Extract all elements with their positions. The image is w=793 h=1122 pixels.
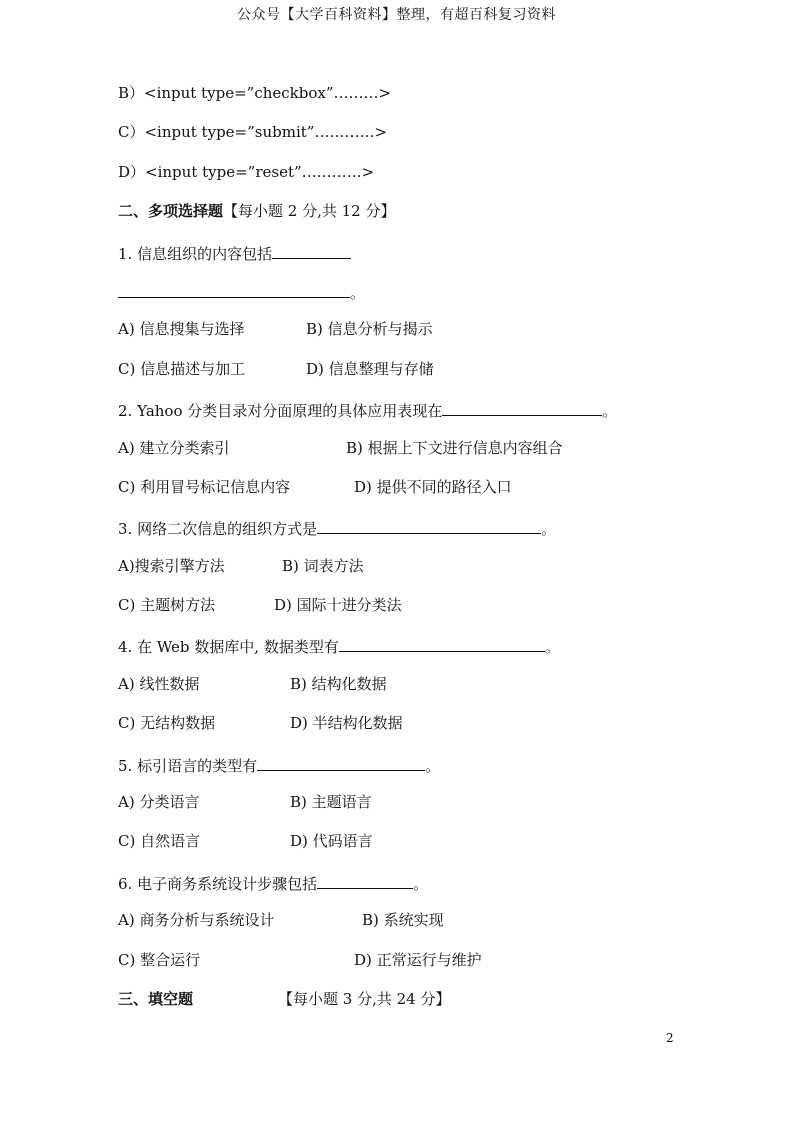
option-a: A) 线性数据 xyxy=(118,674,200,693)
option-b: B) 结构化数据 xyxy=(290,674,387,693)
prev-option-b: B）<input type=”checkbox”………> xyxy=(118,84,392,102)
question-1-options-ab xyxy=(118,318,678,357)
page-number: 2 xyxy=(666,1031,674,1045)
question-6-stem xyxy=(118,870,678,909)
section-note: 【每小题 3 分,共 24 分】 xyxy=(278,989,451,1008)
question-text: 4. 在 Web 数据库中, 数据类型有 xyxy=(118,638,339,657)
option-b: B) 系统实现 xyxy=(362,911,444,930)
question-4-options-cd xyxy=(118,712,678,751)
question-end: 。 xyxy=(541,520,557,539)
section-title: 二、多项选择题 xyxy=(118,202,224,221)
section-title: 三、填空题 xyxy=(118,989,194,1008)
section-note: 【每小题 2 分,共 12 分】 xyxy=(223,202,396,221)
answer-blank xyxy=(257,752,425,771)
document-body xyxy=(118,82,678,1027)
option-a: A) 商务分析与系统设计 xyxy=(118,911,275,930)
answer-blank xyxy=(339,633,545,652)
option-a: A) 信息搜集与选择 xyxy=(118,320,245,339)
question-2-options-ab xyxy=(118,437,678,476)
question-2-options-cd xyxy=(118,476,678,515)
question-text: 3. 网络二次信息的组织方式是 xyxy=(118,520,318,539)
question-text: 6. 电子商务系统设计步骤包括 xyxy=(118,874,318,893)
question-text: 2. Yahoo 分类目录对分面原理的具体应用表现在 xyxy=(118,402,443,421)
option-d: D) 代码语言 xyxy=(290,832,373,851)
option-d: D) 信息整理与存储 xyxy=(306,359,434,378)
question-3-options-ab xyxy=(118,555,678,594)
question-6-options-cd xyxy=(118,949,678,988)
option-b: B) 词表方法 xyxy=(282,556,364,575)
option-d: D) 半结构化数据 xyxy=(290,714,403,733)
question-1-stem xyxy=(118,240,678,279)
question-1-options-cd xyxy=(118,358,678,397)
option-b: B) 主题语言 xyxy=(290,793,372,812)
question-text: 5. 标引语言的类型有 xyxy=(118,756,258,775)
option-a: A) 建立分类索引 xyxy=(118,438,230,457)
page-header: 公众号【大学百科资料】整理，有超百科复习资料 xyxy=(237,7,556,23)
question-5-options-ab xyxy=(118,791,678,830)
answer-blank xyxy=(317,870,413,889)
prev-option-c: C）<input type=”submit”…………> xyxy=(118,123,388,142)
question-3-options-cd xyxy=(118,594,678,633)
answer-blank xyxy=(272,240,351,259)
question-3-stem xyxy=(118,515,678,554)
question-end: 。 xyxy=(602,402,618,421)
answer-blank xyxy=(317,515,541,534)
option-c: C) 自然语言 xyxy=(118,832,201,851)
answer-blank xyxy=(118,279,350,298)
option-b: B) 根据上下文进行信息内容组合 xyxy=(346,438,563,457)
option-d: D) 提供不同的路径入口 xyxy=(354,477,512,496)
option-c: C) 主题树方法 xyxy=(118,596,216,615)
option-c: C) 无结构数据 xyxy=(118,714,216,733)
option-a: A) 分类语言 xyxy=(118,793,200,812)
question-4-options-ab xyxy=(118,673,678,712)
question-1-blank-line xyxy=(118,279,678,318)
option-c: C) 信息描述与加工 xyxy=(118,359,246,378)
section-heading-fill-blank xyxy=(118,988,678,1027)
prev-option-d: D）<input type=”reset”…………> xyxy=(118,162,375,181)
question-5-stem xyxy=(118,752,678,791)
option-d: D) 正常运行与维护 xyxy=(354,950,482,969)
question-end: 。 xyxy=(544,638,560,657)
section-heading-multiple-choice xyxy=(118,200,678,239)
option-b: B) 信息分析与揭示 xyxy=(306,320,433,339)
option-a: A)搜索引擎方法 xyxy=(118,556,225,575)
question-end: 。 xyxy=(350,283,366,302)
option-c: C) 利用冒号标记信息内容 xyxy=(118,477,291,496)
answer-blank xyxy=(442,397,602,416)
option-d: D) 国际十进分类法 xyxy=(274,596,402,615)
question-end: 。 xyxy=(425,756,441,775)
question-end: 。 xyxy=(413,874,429,893)
question-6-options-ab xyxy=(118,909,678,948)
question-2-stem xyxy=(118,397,678,436)
option-c: C) 整合运行 xyxy=(118,950,201,969)
question-4-stem xyxy=(118,633,678,672)
question-5-options-cd xyxy=(118,830,678,869)
question-text: 1. 信息组织的内容包括 xyxy=(118,244,273,263)
